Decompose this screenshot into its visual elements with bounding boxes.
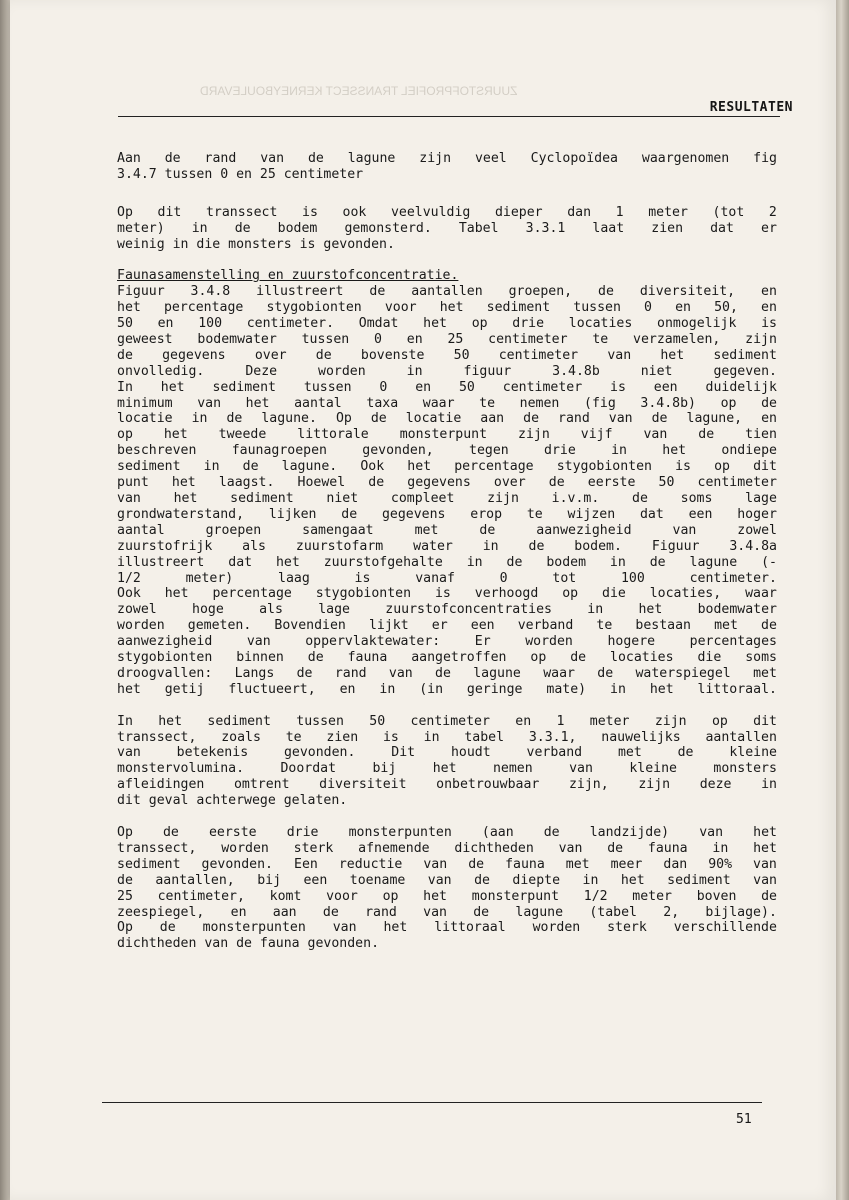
text-line: beschreven faunagroepen gevonden, tegen drie in het ondiepe [117, 443, 777, 459]
text-line: zuurstofrijk als zuurstofarm water in de bodem. Figuur 3.4.8a [117, 538, 777, 554]
page-number: 51 [736, 1112, 752, 1127]
text-line: Figuur 3.4.8 illustreert de aantallen groepen, de diversiteit, en [117, 284, 777, 300]
text-line: In het sediment tussen 50 centimeter en 1 meter zijn op dit [117, 713, 777, 729]
text-line: zeespiegel, en aan de rand van de lagune (tabel 2, bijlage). [117, 904, 777, 920]
paragraph-fauna-oxygen [117, 268, 777, 697]
text-line: 1/2 meter) laag is vanaf 0 tot 100 centimeter. [117, 570, 777, 586]
text-line: monstervolumina. Doordat bij het nemen van kleine monsters [117, 761, 777, 777]
text-line: sediment gevonden. Een reductie van de fauna met meer dan 90% van [117, 856, 777, 872]
text-line: worden gemeten. Bovendien lijkt er een verband te bestaan met de [117, 618, 777, 634]
text-line: afleidingen omtrent diversiteit onbetrouwbaar zijn, zijn deze in [117, 777, 777, 793]
text-line: het getij fluctueert, en in (in geringe mate) in het littoraal. [117, 681, 777, 697]
text-line: onvolledig. Deze worden in figuur 3.4.8b niet gegeven. [117, 363, 777, 379]
text-line: droogvallen: Langs de rand van de lagune waar de waterspiegel met [117, 665, 777, 681]
text-line: Op de eerste drie monsterpunten (aan de landzijde) van het [117, 825, 777, 840]
text-line: dit geval achterwege gelaten. [117, 793, 348, 809]
text-line: 50 en 100 centimeter. Omdat het op drie locaties onmogelijk is [117, 316, 777, 332]
text-line: minimum van het aantal taxa waar te nemen (fig 3.4.8b) op de [117, 395, 777, 411]
page-stack-edge [836, 0, 849, 1200]
text-line: op het tweede littorale monsterpunt zijn vijf van de tien [117, 427, 777, 443]
text-line: de gegevens over de bovenste 50 centimeter van het sediment [117, 347, 777, 363]
paragraph-sampling-depth [117, 205, 777, 253]
text-line: grondwaterstand, lijken de gegevens erop te wijzen dat een hoger [117, 506, 777, 522]
text-line: van het sediment niet compleet zijn i.v.m. de soms lage [117, 491, 777, 506]
text-line: zowel hoge als lage zuurstofconcentraties in het bodemwater [117, 602, 777, 618]
section-heading: Faunasamenstelling en zuurstofconcentratie. [117, 268, 459, 284]
text-line: stygobionten binnen de fauna aangetroffen op de locaties die soms [117, 650, 777, 666]
text-line: 25 centimeter, komt voor op het monsterpunt 1/2 meter boven de [117, 888, 777, 904]
text-line: Op de monsterpunten van het littoraal worden sterk verschillende [117, 920, 777, 936]
paragraph-deep-sediment [117, 714, 777, 809]
text-line: Op dit transsect is ook veelvuldig dieper dan 1 meter (tot 2 [117, 204, 777, 220]
text-line: meter) in de bodem gemonsterd. Tabel 3.3.1 laat zien dat er [117, 220, 777, 236]
text-line: Ook het percentage stygobionten is verhoogd op die locaties, waar [117, 586, 777, 602]
text-line: locatie in de lagune. Op de locatie aan de rand van de lagune, en [117, 411, 777, 427]
header-rule [118, 116, 780, 117]
paragraph-cyclopoidea [117, 151, 777, 183]
section-header: RESULTATEN [709, 100, 793, 115]
text-line: geweest bodemwater tussen 0 en 25 centimeter te verzamelen, zijn [117, 331, 777, 347]
text-line: illustreert dat het zuurstofgehalte in de bodem in de lagune (- [117, 554, 777, 570]
paragraph-sampling-points [117, 825, 777, 952]
text-line: weinig in die monsters is gevonden. [117, 236, 395, 252]
text-line: aanwezigheid van oppervlaktewater: Er worden hogere percentages [117, 634, 777, 650]
text-line: punt het laagst. Hoewel de gegevens over de eerste 50 centimeter [117, 475, 777, 491]
text-line: transsect, zoals te zien is in tabel 3.3.1, nauwelijks aantallen [117, 729, 777, 745]
text-line: 3.4.7 tussen 0 en 25 centimeter [117, 166, 364, 182]
binding-edge [0, 0, 10, 1200]
text-line: van betekenis gevonden. Dit houdt verband met de kleine [117, 745, 777, 761]
text-line: het percentage stygobionten voor het sediment tussen 0 en 50, en [117, 300, 777, 316]
footer-rule [102, 1102, 762, 1103]
text-line: dichtheden van de fauna gevonden. [117, 936, 380, 952]
body-text [117, 151, 777, 952]
text-line: transsect, worden sterk afnemende dichtheden van de fauna in het [117, 840, 777, 856]
text-line: de aantallen, bij een toename van de diepte in het sediment van [117, 872, 777, 888]
text-line: aantal groepen samengaat met de aanwezigheid van zowel [117, 522, 777, 538]
text-line: Aan de rand van de lagune zijn veel Cyclopoïdea waargenomen fig [117, 151, 777, 166]
text-line: In het sediment tussen 0 en 50 centimeter is een duidelijk [117, 379, 777, 395]
show-through-text: ZUURSTOFPROFIEL TRANSSECT KERNEYBOULEVARD [200, 84, 518, 98]
text-line: sediment in de lagune. Ook het percentage stygobionten is op dit [117, 459, 777, 475]
